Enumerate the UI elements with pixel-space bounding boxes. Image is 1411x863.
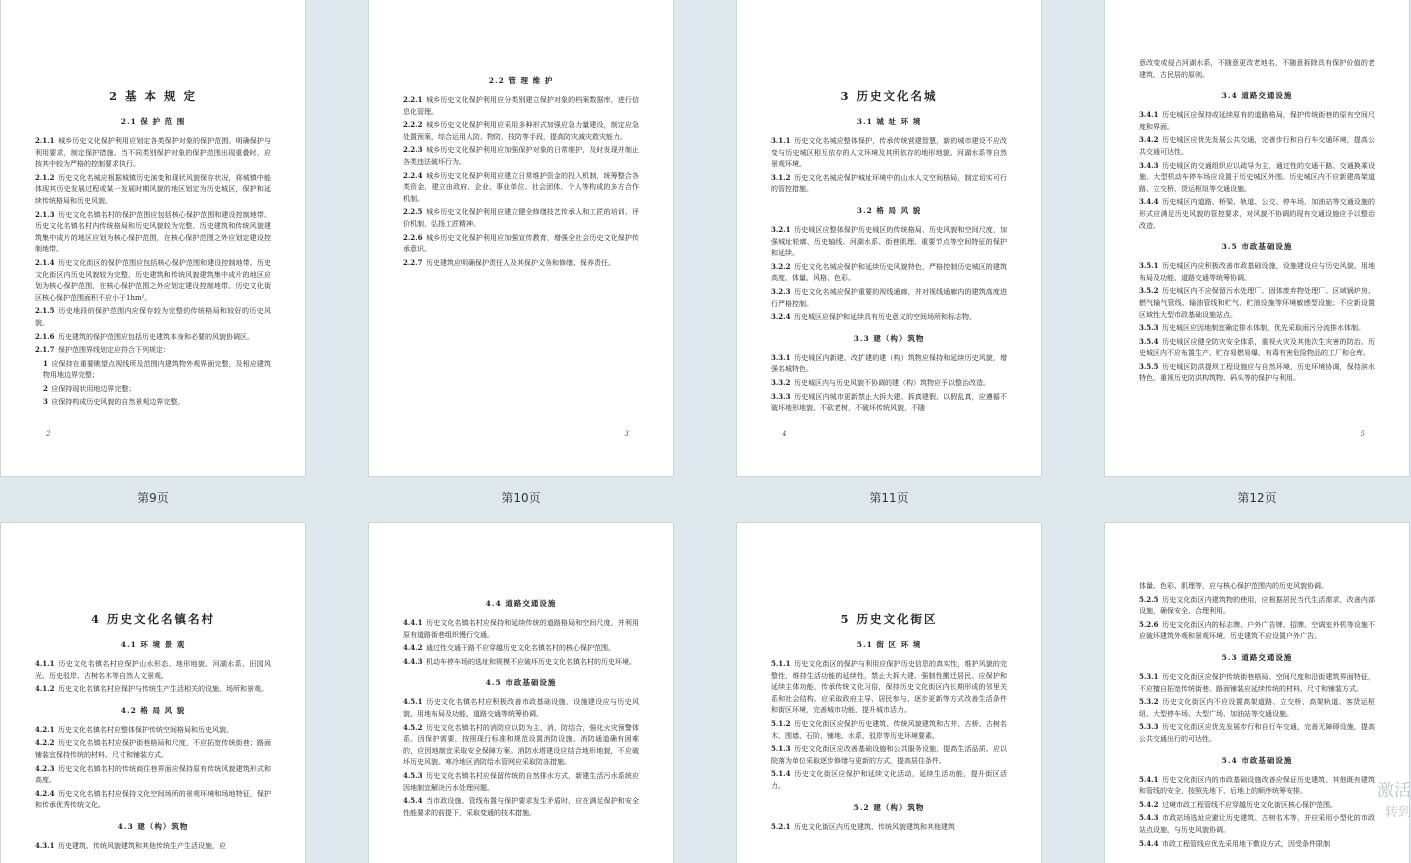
clause-paragraph [1139, 196, 1375, 232]
clause-paragraph [35, 658, 271, 682]
clause-paragraph [1139, 619, 1375, 643]
clause-text: 历史文化名镇名村应保护与传统生产生活相关的设施、场所和景观。 [58, 685, 268, 694]
section-heading: 3.2 格 局 风 貌 [856, 205, 922, 215]
clause-text: 应保持现状用地边界完整； [51, 384, 136, 393]
clause-paragraph [403, 696, 639, 720]
clause-number: 2.2.5 [403, 207, 423, 217]
clause-text: 历史城区防洪提坝工程设施应与自然环境、历史环境协调，保持滨水特色，重视历史防洪构筑物、码头等的保护与利用。 [1139, 362, 1375, 383]
clause-paragraph [35, 209, 271, 256]
page-thumbnail[interactable] [1, 0, 305, 476]
clause-text: 历史文化街区的保护与利用应保护历史信息的真实性，维护风貌的完整性，维持生活功能的延续性，禁止大拆大建、强制性搬迁居民。应保护和延续主体功能，传承传统文化习俗，保持历史文化街区内长期形成的邻里关系和社会结构。应采取政府主导、居民参与、逐步更新等方式改善生活条件和街区环境，完善城市功能，提升城市活力。 [771, 660, 1007, 715]
clause-text: 历史建筑的保护范围应包括历史建筑本身和必要的风貌协调区。 [58, 332, 254, 341]
clause-text: 历史建筑、传统风貌建筑和其他传统生产生活设施，应 [58, 841, 226, 850]
clause-number: 2.1.4 [35, 257, 55, 267]
section-heading: 5.2 建（构）筑物 [853, 802, 925, 812]
page-thumbnail[interactable] [737, 0, 1041, 476]
section-heading: 3.5 市政基础设施 [1221, 242, 1293, 252]
clause-text: 历史文化名城应根据城镇历史演变和现状风貌保存状况，将城镇中能体现其历史发展过程或某一发展时期风貌的地区划定为历史城区，保护和延续传统格局和历史风貌。 [35, 173, 271, 205]
clause-number: 3.3.3 [771, 391, 791, 401]
clause-text: 城乡历史文化保护利用应建立健全修缮技艺传承人和工匠的培训、评价机制，弘扬工匠精神。 [403, 208, 639, 228]
clause-number: 5.3.1 [1139, 671, 1159, 681]
clause-number: 5.2.5 [1139, 594, 1159, 604]
clause-paragraph [403, 232, 639, 256]
clause-text: 机动车停车场的选址和规模不应破坏历史文化名镇名村的历史环境。 [426, 657, 636, 666]
clause-text: 历史文化名镇名村的消防应以防为主、消、防结合，强化火灾预警体系。因保护需要，按照现行标准和规范设置消防设施、消防通道确有困难的，应因地制宜采取安全保障方案。消防水塔建设应结合地形地貌，不应破坏历史风貌。寒冷地区消防给水管网应采取防冻措施。 [403, 723, 639, 767]
clause-number: 3.4.1 [1139, 110, 1159, 120]
clause-paragraph [35, 840, 271, 853]
clause-paragraph [771, 768, 1007, 792]
page-thumbnail[interactable] [369, 523, 673, 863]
clause-text: 历史文化街区内不应设置高架道路、立交桥、高架轨道、客货运枢纽、大型停车场、大型广场、加油站等交通设施。 [1139, 698, 1375, 718]
clause-number: 4.2.3 [35, 763, 55, 773]
clause-text: 历史城区内新建、改扩建的建（构）筑物应保持和延续历史风貌，增强名城特色。 [771, 353, 1007, 374]
clause-paragraph [403, 722, 639, 769]
section-heading: 3.1 城 址 环 境 [856, 117, 922, 126]
clause-paragraph [771, 821, 1007, 834]
clause-number: 3.5.5 [1139, 361, 1159, 371]
clause-paragraph [1139, 721, 1375, 745]
clause-number: 5.3.3 [1139, 722, 1159, 732]
clause-number: 2.2.2 [403, 120, 423, 130]
section-heading: 4.5 市政基础设施 [485, 678, 557, 688]
clause-paragraph [1139, 696, 1375, 720]
clause-number: 5.1.2 [771, 718, 791, 728]
clause-paragraph [403, 617, 639, 641]
clause-paragraph [35, 135, 271, 171]
clause-number: 3.5.2 [1139, 286, 1159, 296]
section-heading: 5.3 道路交通设施 [1221, 652, 1293, 662]
clause-paragraph [1139, 260, 1375, 284]
clause-number: 3 [43, 397, 48, 407]
clause-paragraph [1139, 322, 1375, 335]
page-number: 2 [46, 430, 51, 438]
clause-text: 历史文化名镇名村应保护山水形态、地形地貌、河湖水系、田园风光、历史驳岸、古树名木等自然人文景观。 [35, 660, 271, 680]
section-heading: 4.2 格 局 风 貌 [120, 705, 186, 715]
clause-number: 4.3.1 [35, 840, 55, 850]
clause-paragraph [771, 286, 1007, 310]
clause-paragraph [771, 261, 1007, 285]
clause-paragraph [35, 305, 271, 329]
clause-text: 历史文化名城应保护城址环境中的山水人文空间格局，制定切实可行的管控措施。 [771, 173, 1007, 194]
clause-text: 历史城区应整体保护历史城区的传统格局、历史风貌和空间尺度，加强城址轮廓、历史轴线、河湖水系、街巷肌理、重要节点等空间特征的保护和延续。 [771, 225, 1007, 258]
chapter-title: 5 历史文化街区 [840, 612, 938, 626]
clause-number: 3.4.4 [1139, 197, 1159, 207]
clause-paragraph [1139, 160, 1375, 196]
clause-text: 历史城区内不应保留污水处理厂、固体废弃物处理厂、区域锅炉房、燃气输气管线、输油管线和贮气、贮油设施等环境敏感型设施；不应新设置区域性大型市政基础设施站点。 [1139, 287, 1375, 319]
clause-number: 3.1.1 [771, 136, 791, 145]
clause-number: 4.1.1 [35, 659, 55, 668]
clause-text: 历史文化街区应优先发展步行和自行车交通，完善无障碍设施，提高公共交通出行的可达性。 [1139, 723, 1375, 743]
clause-paragraph [1139, 58, 1375, 81]
clause-paragraph [403, 770, 639, 794]
clause-paragraph [771, 172, 1007, 196]
clause-number: 3.5.1 [1139, 261, 1159, 271]
clause-text: 历史城区应保持或延续原有的道路格局，保护传统街巷的原有空间尺度和界面。 [1139, 111, 1375, 131]
clause-text: 历史文化名镇名村应积极改善市政基础设施，设施建设应与历史风貌、用地布局及功能、道路交通等统筹协调。 [403, 698, 639, 718]
clause-text: 城乡历史文化保护利用应加强宣传教育，增强全社会历史文化保护传承意识。 [403, 233, 639, 254]
clause-number: 2.1.1 [35, 136, 55, 145]
page-thumbnail[interactable] [1105, 523, 1409, 863]
clause-paragraph [403, 656, 639, 669]
clause-text: 历史城区应因地制宜确定排水体制，优先采取雨污分流排水体制。 [1162, 324, 1365, 333]
clause-number: 5.1.3 [771, 744, 791, 754]
clause-text: 当市政设施、管线布置与保护要求发生矛盾时，应在满足保护和安全性能要求的前提下，采取变通的技术措施。 [403, 797, 639, 817]
clause-number: 5.2.1 [771, 821, 791, 831]
clause-number: 5.3.2 [1139, 697, 1159, 707]
clause-text: 历史城区内道路、桥梁、轨道、公交、停车场、加油站等交通设施的形式应满足历史风貌的管控要求，对风貌不协调的现有交通设施应予以整治改造。 [1139, 198, 1375, 230]
watermark-line-1: 激活 [1377, 781, 1411, 801]
clause-paragraph [1139, 134, 1375, 158]
clause-number: 2.2.6 [403, 232, 423, 242]
clause-text: 历史城区内城市更新禁止大拆大建、拆真建假、以假乱真，应遵循不破坏地形地貌、不砍老树，不破坏传统风貌，不随 [771, 392, 1007, 413]
clause-number: 2.1.3 [35, 209, 55, 219]
clause-text: 历史文化街区应改善基础设施和公共服务设施，提高生活品质。应以院落为单位采取逐步修缮与更新的方式，提高居住条件。 [771, 745, 1007, 765]
clause-paragraph [771, 391, 1007, 415]
list-item [35, 358, 271, 382]
page-caption[interactable]: 第12页 [1237, 491, 1277, 505]
clause-paragraph [1139, 336, 1375, 360]
clause-text: 历史文化名城应保护和延续历史风貌特色，严格控制历史城区的建筑高度、体量、风格、色彩。 [771, 262, 1007, 283]
clause-paragraph [1139, 581, 1375, 593]
clause-number: 3.5.4 [1139, 336, 1159, 346]
clause-paragraph [1139, 361, 1375, 385]
clause-text: 历史城区应健全防灾安全体系，重视火灾及其他次生灾害的防治。历史城区内不应布置生产、贮存易燃易爆、有毒有害危险物品的工厂和仓库。 [1139, 337, 1375, 358]
clause-text: 市政站场选址应避让历史建筑、古树名木等，并应采用小型化的市政站点设施，与历史风貌协调。 [1139, 814, 1375, 834]
clause-text: 体量、色彩、肌理等，应与核心保护范围内的历史风貌协调。 [1139, 582, 1328, 590]
clause-paragraph [35, 344, 271, 357]
clause-paragraph [771, 658, 1007, 717]
clause-number: 2.1.7 [35, 345, 55, 355]
clause-number: 3.2.2 [771, 261, 791, 271]
section-heading: 2.1 保 护 范 围 [120, 117, 186, 126]
clause-paragraph [403, 257, 639, 270]
clause-number: 4.5.1 [403, 697, 423, 707]
clause-paragraph [1139, 594, 1375, 618]
clause-text: 通过性交通干路不应穿越历史文化名镇名村的核心保护范围。 [426, 644, 615, 653]
clause-number: 4.4.2 [403, 643, 423, 653]
section-heading: 5.1 街 区 环 境 [856, 640, 922, 649]
clause-text: 历史文化名镇名村应整体保护传统空间格局和历史风貌。 [58, 725, 233, 734]
chapter-title: 4 历史文化名镇名村 [90, 612, 215, 626]
clause-paragraph [403, 94, 639, 118]
clause-number: 4.4.3 [403, 656, 423, 666]
clause-paragraph [403, 206, 639, 230]
clause-text: 城乡历史文化保护利用应建立日常维护资金的投入机制，统筹整合各类资金，建立由政府、企业、事业单位、社会团体、个人等构成的多方合作机制。 [403, 171, 639, 203]
clause-paragraph [771, 311, 1007, 324]
clause-paragraph [1139, 799, 1375, 812]
clause-text: 历史文化街区内的市政基础设施改善应保证历史建筑、其他既有建筑和管线的安全，按照先地下、后地上的顺序统筹安排。 [1139, 775, 1375, 796]
clause-text: 保护范围界线划定应符合下列规定： [58, 346, 170, 355]
page-caption[interactable]: 第10页 [501, 491, 541, 505]
clause-paragraph [35, 763, 271, 787]
section-heading: 4.4 道路交通设施 [485, 599, 557, 608]
clause-number: 4.2.1 [35, 724, 55, 734]
section-heading: 2.2 管 理 维 护 [488, 76, 554, 85]
clause-number: 5.1.4 [771, 769, 791, 779]
clause-number: 3.4.2 [1139, 135, 1159, 145]
clause-text: 历史地段的保护范围内应保存较为完整的传统格局和较好的历史风貌。 [35, 307, 271, 327]
clause-text: 历史文化名镇名村的传统商住巷界面应保持原有传统风貌建筑形式和高度。 [35, 764, 271, 785]
clause-text: 应保持构成历史风貌的自然景观边界完整。 [51, 398, 185, 407]
clause-paragraph [771, 718, 1007, 742]
clause-number: 2.2.1 [403, 95, 423, 104]
clause-text: 过境市政工程管线不应穿越历史文化街区核心保护范围。 [1162, 800, 1337, 809]
clause-paragraph [403, 795, 639, 819]
clause-text: 历史城区应保护和延续具有历史意义的空间场所和标志物。 [794, 313, 976, 322]
clause-number: 4.5.3 [403, 770, 423, 780]
clause-text: 历史文化街区应保护传统街巷格局、空间尺度和沿街建筑界面特征，不应擅自拓宽传统街巷。路面铺装应延续传统的材料、尺寸和铺装方式。 [1139, 672, 1375, 693]
clause-number: 5.1.1 [771, 659, 791, 668]
clause-paragraph [35, 257, 271, 304]
clause-paragraph [771, 224, 1007, 260]
clause-text: 历史文化名镇名村应保持和延续传统的道路格局和空间尺度，并利用原有道路街巷组织慢行交通。 [403, 619, 639, 639]
clause-text: 历史文化名镇名村应保持文化空间场所的景观环境和场地特征，保护和传承优秀传统文化。 [35, 789, 271, 810]
clause-paragraph [1139, 774, 1375, 798]
clause-text: 历史文化街区应保护和延续文化活动，延续生活功能，提升街区活力。 [771, 770, 1007, 790]
section-heading: 3.3 建（构）筑物 [853, 333, 925, 343]
clause-text: 意改变或侵占河湖水系，不随意更改老地名，不随意拆除具有保护价值的老建筑、古民居的原则。 [1139, 59, 1375, 79]
clause-paragraph [35, 683, 271, 696]
clause-number: 3.3.2 [771, 377, 791, 387]
clause-number: 2.2.7 [403, 257, 423, 267]
clause-text: 应保持在重要眺望点视线所及范围内建筑物外观界面完整，及相应建筑物用地边界完整； [43, 359, 271, 380]
clause-number: 2.1.2 [35, 172, 55, 182]
clause-paragraph [771, 135, 1007, 171]
page-thumbnail[interactable] [1, 523, 305, 863]
clause-number: 3.2.3 [771, 286, 791, 296]
clause-paragraph [771, 377, 1007, 390]
clause-paragraph [35, 737, 271, 761]
clause-number: 1 [43, 358, 48, 368]
clause-text: 城乡历史文化保护利用应加强保护对象的日常维护，及时发现并制止各类违法破坏行为。 [403, 146, 639, 166]
list-item [35, 383, 271, 396]
clause-text: 市政工程管线应优先采用地下敷设方式，因受条件限制 [1162, 839, 1330, 848]
list-item [35, 396, 271, 409]
clause-number: 2.2.4 [403, 170, 423, 180]
clause-text: 历史城区内应积极改善市政基础设施，设施建设应与历史风貌、用地布局及功能、道路交通等统筹协调。 [1139, 262, 1375, 282]
clause-number: 2.1.6 [35, 331, 55, 341]
clause-text: 历史城区应优先发展公共交通，完善步行和自行车交通环境，提高公共交通可达性。 [1139, 136, 1375, 156]
clause-text: 历史文化名城应保护重要的视线通廊，并对视线通廊内的建筑高度进行严格控制。 [771, 287, 1007, 308]
watermark-line-2: 转到 [1384, 805, 1411, 820]
chapter-title: 2 基 本 规 定 [108, 89, 198, 103]
clause-number: 5.4.4 [1139, 838, 1159, 848]
page-thumbnail[interactable] [1105, 0, 1409, 476]
clause-text: 历史文化街区应保护历史建筑、传统风貌建筑和古井、古桥、古树名木、围墙、石阶、铺地、水系、驳岸等历史环境要素。 [771, 719, 1007, 740]
clause-paragraph [403, 119, 639, 143]
clause-number: 4.2.4 [35, 788, 55, 798]
clause-number: 2.1.5 [35, 306, 55, 316]
clause-number: 3.4.3 [1139, 160, 1159, 170]
chapter-title: 3 历史文化名城 [840, 89, 938, 103]
clause-number: 4.1.2 [35, 684, 55, 694]
clause-number: 4.2.2 [35, 738, 55, 748]
section-heading: 4.1 环 境 景 观 [120, 640, 186, 649]
clause-text: 历史文化街区内历史建筑、传统风貌建筑和其他建筑 [794, 822, 955, 831]
clause-text: 历史建筑应明确保护责任人及其保护义务和修缮、保养责任。 [426, 258, 615, 267]
clause-number: 3.3.1 [771, 352, 791, 362]
clause-text: 历史文化名镇名村应保护街巷格局和尺度，不应拓宽传统街巷；路面铺装宜保持传统的材料、尺寸和铺装方式。 [35, 739, 271, 759]
activation-watermark [1377, 780, 1411, 824]
clause-text: 城乡历史文化保护利用应分类别建立保护对象的档案数据库，进行信息化管理。 [403, 96, 639, 116]
clause-paragraph [771, 352, 1007, 376]
clause-paragraph [403, 170, 639, 206]
section-heading: 3.4 道路交通设施 [1221, 91, 1293, 101]
section-heading: 5.4 市政基础设施 [1221, 755, 1293, 765]
clause-number: 3.2.1 [771, 224, 791, 234]
clause-paragraph [35, 172, 271, 208]
clause-number: 5.4.3 [1139, 813, 1159, 823]
clause-number: 3.2.4 [771, 312, 791, 322]
page-caption[interactable]: 第11页 [869, 491, 909, 505]
clause-text: 历史文化街区的保护范围应包括核心保护范围和建设控制地带。历史文化街区内历史风貌较为完整、历史建筑和传统风貌建筑集中成片的地区应划为核心保护范围，在核心保护范围之外应划定建设控制地带。历史文化街区核心保护范围面积不应小于1hm²。 [35, 258, 271, 302]
clause-paragraph [1139, 671, 1375, 695]
clause-paragraph [35, 331, 271, 344]
clause-number: 2 [43, 383, 48, 393]
clause-paragraph [1139, 109, 1375, 133]
clause-text: 城乡历史文化保护利用应划定各类保护对象的保护范围。明确保护与利用要求，制定保护措施。当不同类别保护对象的保护范围出现重叠时，应按其中较为严格的控制要求执行。 [35, 137, 271, 169]
clause-text: 历史文化名镇名村应保留传统的自然排水方式，新建生活污水系统应因地制宜解决污水处理问题。 [403, 771, 639, 792]
clause-text: 历史文化街区内建筑物的使用，应根据居民当代生活需求，改善内部设施，确保安全、合理利用。 [1139, 595, 1375, 616]
page-thumbnail[interactable] [369, 0, 673, 476]
clause-paragraph [1139, 812, 1375, 836]
clause-paragraph [35, 788, 271, 812]
page-number: 3 [624, 430, 629, 438]
clause-number: 4.4.1 [403, 618, 423, 627]
page-thumbnail[interactable] [737, 523, 1041, 863]
page-number: 4 [782, 430, 787, 438]
clause-paragraph [403, 642, 639, 655]
clause-number: 5.4.2 [1139, 799, 1159, 809]
clause-text: 历史城区内与历史风貌不协调的建（构）筑物应予以整治改造。 [794, 378, 990, 387]
clause-text: 历史文化名镇名村的保护范围应包括核心保护范围和建设控制地带。历史文化名镇名村内传统格局和历史风貌较为完整、历史建筑和传统风貌建筑集中成片的地区应划为核心保护范围，在核心保护范围之外应划定建设控制地带。 [35, 210, 271, 254]
clause-paragraph [1139, 285, 1375, 321]
clause-number: 5.2.6 [1139, 619, 1159, 629]
clause-number: 4.5.2 [403, 722, 423, 732]
clause-paragraph [1139, 838, 1375, 851]
clause-number: 3.1.2 [771, 172, 791, 182]
clause-number: 3.5.3 [1139, 323, 1159, 333]
clause-text: 历史文化名城应整体保护，传承传统营建智慧，新的城市建设不应改变与历史城区相互依存的人文环境及其所依存的地形地貌、河湖水系等自然景观环境。 [771, 137, 1007, 169]
clause-paragraph [403, 144, 639, 168]
clause-text: 历史文化街区内的标志牌、户外广告牌、招牌、空调室外机等设施不应破坏建筑外观和景观环境。历史建筑不应设置户外广告。 [1139, 620, 1375, 641]
page-number: 5 [1360, 430, 1365, 438]
clause-text: 历史城区的交通组织应以疏导为主，通过性的交通干路、交通换乘设施、大型机动车停车场应设置于历史城区外围。历史城区内不应新建高架道路、立交桥、货运枢纽等交通设施。 [1139, 161, 1375, 193]
clause-text: 城乡历史文化保护利用应采用多种形式加强应急力量建设，制定应急处置预案，综合运用人防、物防、技防等手段，提高防灾减灾救灾能力。 [403, 121, 639, 141]
clause-paragraph [35, 724, 271, 737]
section-heading: 4.3 建（构）筑物 [117, 821, 189, 831]
clause-number: 2.2.3 [403, 145, 423, 155]
clause-number: 4.5.4 [403, 796, 423, 806]
clause-number: 5.4.1 [1139, 774, 1159, 784]
clause-paragraph [771, 743, 1007, 767]
page-caption[interactable]: 第9页 [137, 491, 169, 505]
